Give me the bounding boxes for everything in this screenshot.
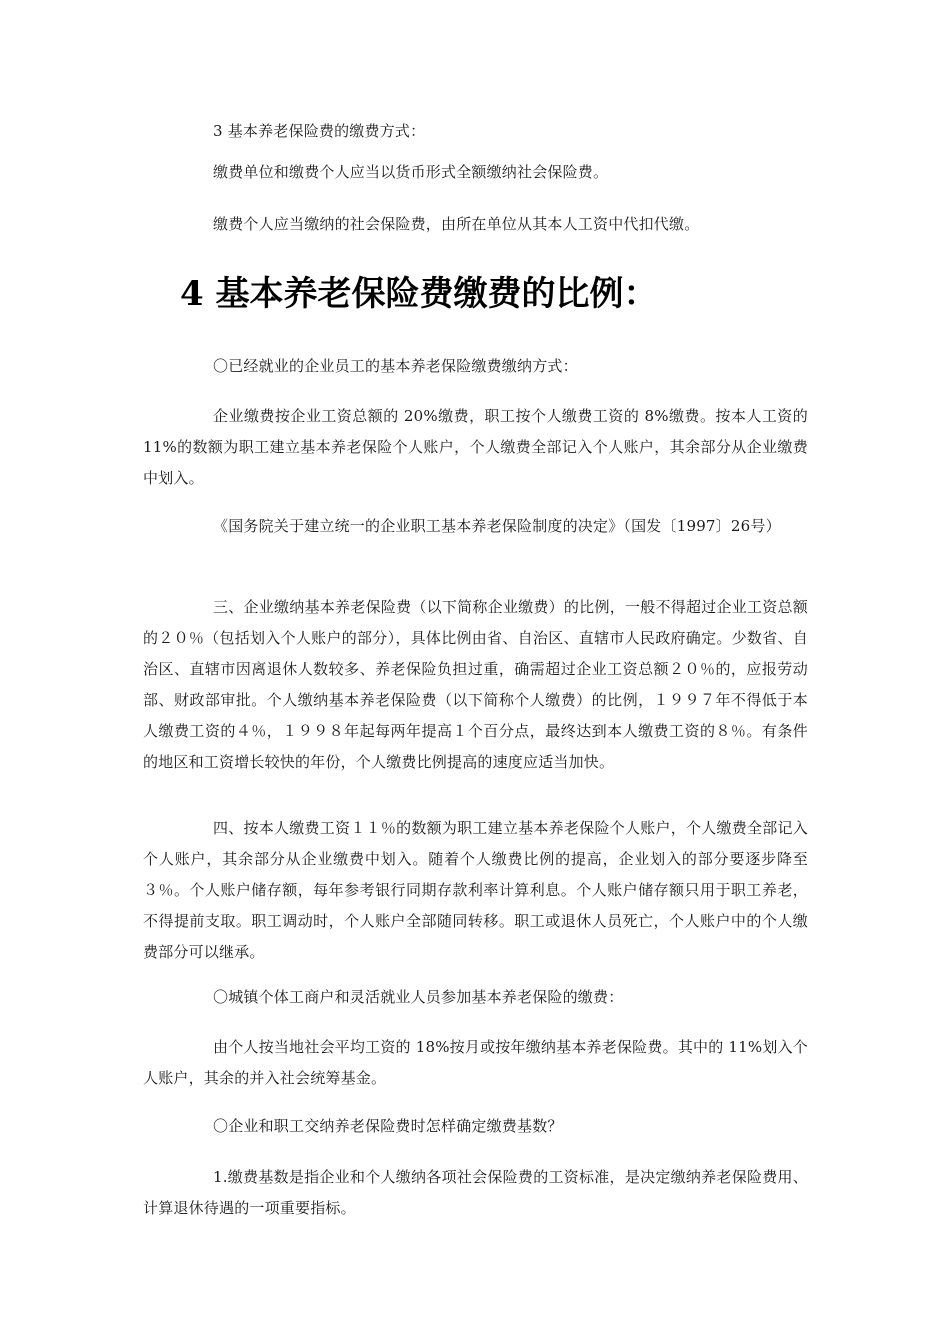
paragraph-contribution-rates: 企业缴费按企业工资总额的 20%缴费，职工按个人缴费工资的 8%缴费。按本人工资的 11%的数额为职工建立基本养老保险个人账户，个人缴费全部记入个人账户，其余部分从企业缴费中划入。 [143,407,808,487]
section-4-heading: 4 基本养老保险费缴费的比例： [180,274,658,314]
citation-state-council-decision: 《国务院关于建立统一的企业职工基本养老保险制度的决定》（国发〔1997〕26号） [213,517,781,535]
paragraph-payment-form: 缴费单位和缴费个人应当以货币形式全额缴纳社会保险费。 [213,163,609,181]
paragraph-contribution-base: 1.缴费基数是指企业和个人缴纳各项社会保险费的工资标准，是决定缴纳养老保险费用、计算退休待遇的一项重要指标。 [143,1168,808,1217]
paragraph-flexible-rate: 由个人按当地社会平均工资的 18%按月或按年缴纳基本养老保险费。其中的 11%划入个人账户，其余的并入社会统筹基金。 [143,1038,808,1087]
employed-workers-title: 〇已经就业的企业员工的基本养老保险缴费缴纳方式： [213,357,578,375]
clause-four: 四、按本人缴费工资１１％的数额为职工建立基本养老保险个人账户，个人缴费全部记入个人账户，其余部分从企业缴费中划入。随着个人缴费比例的提高，企业划入的部分要逐步降至３％。个人账户储存额，每年参考银行同期存款利率计算利息。个人账户储存额只用于职工养老，不得提前支取。职工调动时，个人账户全部随同转移。职工或退休人员死亡，个人账户中的个人缴费部分可以继承。 [143,819,808,961]
section-3-title: 3 基本养老保险费的缴费方式： [213,122,426,140]
flexible-employment-title: 〇城镇个体工商户和灵活就业人员参加基本养老保险的缴费： [213,988,624,1006]
paragraph-withholding: 缴费个人应当缴纳的社会保险费，由所在单位从其本人工资中代扣代缴。 [213,215,700,233]
contribution-base-title: 〇企业和职工交纳养老保险费时怎样确定缴费基数？ [213,1117,563,1135]
clause-three: 三、企业缴纳基本养老保险费（以下简称企业缴费）的比例，一般不得超过企业工资总额的２０％（包括划入个人账户的部分），具体比例由省、自治区、直辖市人民政府确定。少数省、自治区、直辖市因离退休人数较多、养老保险负担过重，确需超过企业工资总额２０％的，应报劳动部、财政部审批。个人缴纳基本养老保险费（以下简称个人缴费）的比例，１９９７年不得低于本人缴费工资的４％，１９９８年起每两年提高１个百分点，最终达到本人缴费工资的８％。有条件的地区和工资增长较快的年份，个人缴费比例提高的速度应适当加快。 [143,598,808,771]
